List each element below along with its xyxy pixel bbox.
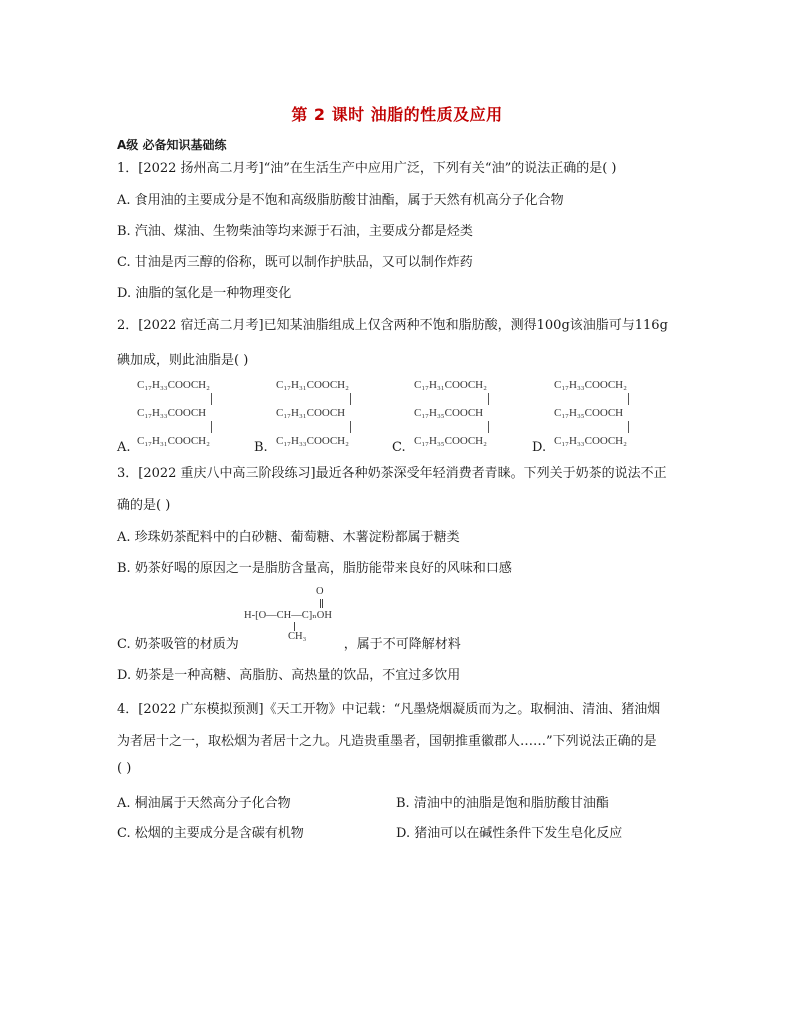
q1-option-b: B. 汽油、煤油、生物柴油等均来源于石油，主要成分都是烃类 — [117, 224, 473, 239]
formula-row: C₁₇H₃₅COOCH₂ — [414, 435, 487, 447]
q3-option-d: D. 奶茶是一种高糖、高脂肪、高热量的饮品，不宜过多饮用 — [117, 668, 461, 683]
formula-row: C₁₇H₃₁COOCH₂ — [414, 379, 487, 391]
formula-row: C₁₇H₃₁COOCH — [276, 407, 346, 419]
bond-line — [137, 420, 212, 434]
q2-option-a-label: A. — [117, 440, 131, 455]
q1-option-c: C. 甘油是丙三醇的俗称，既可以制作护肤品，又可以制作炸药 — [117, 255, 473, 270]
carbonyl-oxygen: O — [316, 586, 324, 597]
q3-option-c-text-tail: ，属于不可降解材料 — [343, 637, 461, 652]
q2-option-d-label: D. — [532, 440, 547, 455]
q3-stem-line1: 3．[2022 重庆八中高三阶段练习]最近各种奶茶深受年轻消费者青睐。下列关于奶茶的说法不正 — [117, 466, 667, 481]
bond-line — [414, 420, 489, 434]
formula-row: C₁₇H₃₅COOCH — [414, 407, 484, 419]
formula-row: C₁₇H₃₃COOCH₂ — [137, 379, 210, 391]
q2-stem-line1: 2．[2022 宿迁高二月考]已知某油脂组成上仅含两种不饱和脂肪酸，测得100g该油脂可与116g — [117, 318, 668, 333]
bond-line — [554, 420, 629, 434]
formula-row: C₁₇H₃₅COOCH — [554, 407, 624, 419]
q4-stem-line2: 为者居十之一，取松烟为者居十之九。凡造贵重墨者，国朝推重徽郡人……”下列说法正确的是 — [117, 734, 657, 749]
q2-option-a-formula — [137, 378, 212, 448]
bond-line — [276, 392, 351, 406]
q4-option-c: C. 松烟的主要成分是含碳有机物 — [117, 826, 304, 841]
q1-option-a: A. 食用油的主要成分是不饱和高级脂肪酸甘油酯，属于天然有机高分子化合物 — [117, 193, 564, 208]
q3-option-a: A. 珍珠奶茶配料中的白砂糖、葡萄糖、木薯淀粉都属于糖类 — [117, 530, 460, 545]
formula-row: C₁₇H₃₁COOCH₂ — [276, 379, 349, 391]
q2-option-b-formula — [276, 378, 351, 448]
q1-option-d: D. 油脂的氢化是一种物理变化 — [117, 286, 292, 301]
formula-row: C₁₇H₃₃COOCH — [137, 407, 207, 419]
q2-stem-line2: 碘加成，则此油脂是( ) — [117, 353, 249, 368]
q3-option-b: B. 奶茶好喝的原因之一是脂肪含量高，脂肪能带来良好的风味和口感 — [117, 561, 512, 576]
q4-option-d: D. 猪油可以在碱性条件下发生皂化反应 — [396, 826, 623, 841]
bond-line — [554, 392, 629, 406]
q1-stem: 1．[2022 扬州高二月考]“油”在生活生产中应用广泛，下列有关“油”的说法正确的是( ) — [117, 161, 617, 176]
bond-line — [137, 392, 212, 406]
q4-stem-line3: ( ) — [117, 761, 132, 776]
methyl-group: CH₃ — [288, 631, 307, 642]
formula-row: C₁₇H₃₃COOCH₂ — [554, 435, 627, 447]
polymer-chain: H-[O—CH—C]ₙOH — [244, 610, 332, 621]
formula-row: C₁₇H₃₃COOCH₂ — [276, 435, 349, 447]
bond-line — [414, 392, 489, 406]
q4-stem-line1: 4．[2022 广东模拟预测]《天工开物》中记载：“凡墨烧烟凝质而为之。取桐油、清油、猪油烟 — [117, 702, 661, 717]
section-heading: A级 必备知识基础练 — [117, 138, 227, 152]
lesson-title: 第 2 课时 油脂的性质及应用 — [291, 105, 503, 124]
q3-option-c — [117, 637, 461, 653]
q2-option-d-formula — [554, 378, 629, 448]
q4-option-b: B. 清油中的油脂是饱和脂肪酸甘油酯 — [396, 796, 609, 811]
formula-row: C₁₇H₃₁COOCH₂ — [137, 435, 210, 447]
formula-row: C₁₇H₃₃COOCH₂ — [554, 379, 627, 391]
q2-option-c-label: C. — [392, 440, 406, 455]
bond-line — [294, 622, 295, 631]
q2-option-c-formula — [414, 378, 489, 448]
q3-option-c-text: C. 奶茶吸管的材质为 — [117, 637, 239, 652]
double-bond-line — [320, 599, 321, 608]
bond-line — [276, 420, 351, 434]
q2-option-b-label: B. — [254, 440, 268, 455]
q4-option-a: A. 桐油属于天然高分子化合物 — [117, 796, 291, 811]
q3-stem-line2: 确的是( ) — [117, 498, 171, 513]
double-bond-line — [322, 599, 323, 608]
